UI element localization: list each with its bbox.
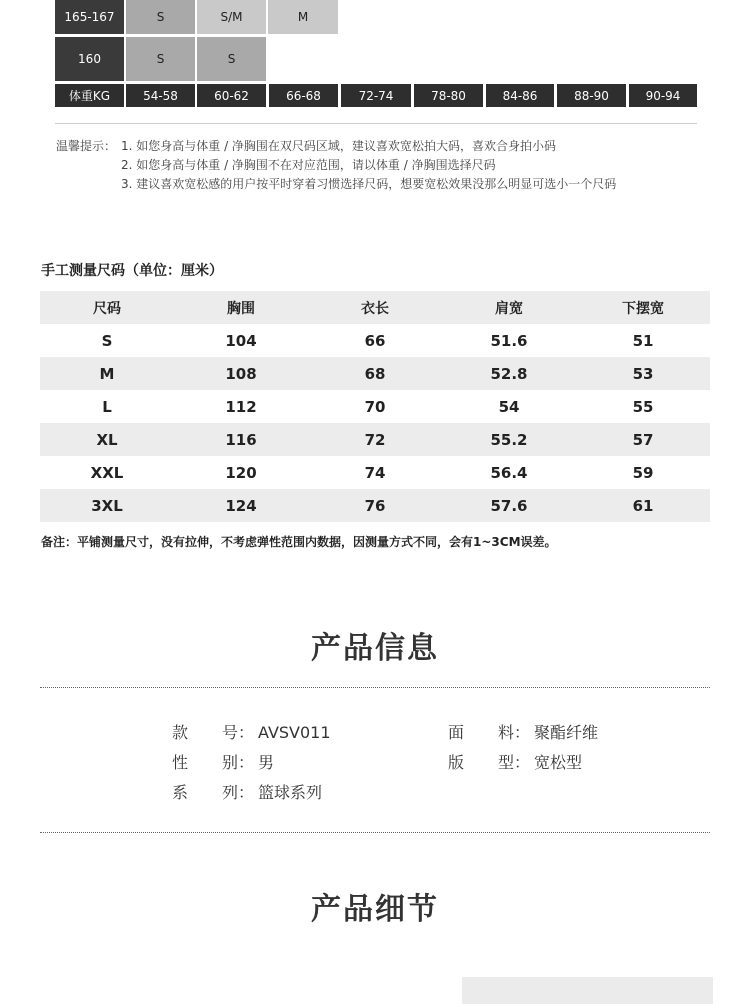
table-cell: 104 bbox=[225, 331, 257, 350]
table-cell: 51 bbox=[632, 331, 654, 350]
weight-range: 72-74 bbox=[341, 84, 411, 107]
info-gender bbox=[172, 750, 274, 773]
table-cell: 55.2 bbox=[490, 430, 528, 449]
info-label: 款 号 bbox=[172, 723, 238, 742]
tips-line-1: 1. 如您身高与体重 / 净胸围在双尺码区域，建议喜欢宽松拍大码，喜欢合身拍小码 bbox=[121, 139, 556, 153]
table-cell: 59 bbox=[632, 463, 654, 482]
info-value: AVSV011 bbox=[258, 723, 331, 742]
info-series bbox=[172, 780, 322, 803]
table-cell: 56.4 bbox=[490, 463, 528, 482]
dotted-divider bbox=[40, 687, 710, 688]
measure-note: 备注：平铺测量尺寸，没有拉伸，不考虑弹性范围内数据，因测量方式不同，会有1~3CM误差。 bbox=[41, 535, 557, 549]
info-material bbox=[448, 720, 598, 743]
table-cell: 108 bbox=[225, 364, 257, 383]
table-row bbox=[40, 324, 710, 357]
table-cell: 55 bbox=[632, 397, 654, 416]
measure-title: 手工测量尺码（单位：厘米） bbox=[41, 263, 223, 279]
product-detail-title: 产品细节 bbox=[311, 892, 439, 927]
table-row bbox=[40, 357, 710, 390]
header-size: 尺码 bbox=[93, 300, 121, 317]
table-cell: 66 bbox=[364, 331, 386, 350]
info-value: 男 bbox=[258, 753, 275, 772]
weight-range: 60-62 bbox=[197, 84, 266, 107]
table-cell: 120 bbox=[225, 463, 257, 482]
table-cell: XXL bbox=[90, 463, 124, 482]
weight-range: 78-80 bbox=[414, 84, 483, 107]
table-row bbox=[40, 456, 710, 489]
table-cell: 57.6 bbox=[490, 496, 528, 515]
table-row bbox=[40, 489, 710, 522]
table-cell: 124 bbox=[225, 496, 257, 515]
product-info-title: 产品信息 bbox=[311, 631, 439, 666]
size-grid-cell: S bbox=[126, 0, 195, 34]
table-cell: 3XL bbox=[91, 496, 123, 515]
tips-line-3: 3. 建议喜欢宽松感的用户按平时穿着习惯选择尺码，想要宽松效果没那么明显可选小一个尺码 bbox=[121, 177, 617, 191]
weight-range: 90-94 bbox=[629, 84, 697, 107]
size-grid-cell: S/M bbox=[197, 0, 266, 34]
weight-range: 66-68 bbox=[269, 84, 338, 107]
table-cell: 76 bbox=[364, 496, 386, 515]
measure-table bbox=[40, 291, 710, 522]
weight-range: 88-90 bbox=[557, 84, 626, 107]
info-label: 性 别 bbox=[172, 753, 238, 772]
info-colon: ： bbox=[238, 783, 255, 802]
table-cell: 52.8 bbox=[490, 364, 528, 383]
header-shoulder: 肩宽 bbox=[495, 300, 523, 317]
size-grid-height-160: 160 bbox=[55, 37, 124, 81]
table-cell: 57 bbox=[632, 430, 654, 449]
tips-line-2: 2. 如您身高与体重 / 净胸围不在对应范围，请以体重 / 净胸围选择尺码 bbox=[121, 158, 496, 172]
weight-range: 84-86 bbox=[486, 84, 554, 107]
table-cell: M bbox=[99, 364, 115, 383]
info-label: 面 料 bbox=[448, 723, 514, 742]
size-grid-cell: S bbox=[197, 37, 266, 81]
table-cell: 54 bbox=[498, 397, 520, 416]
table-cell: 72 bbox=[364, 430, 386, 449]
header-chest: 胸围 bbox=[227, 300, 255, 317]
size-grid-cell: M bbox=[268, 0, 338, 34]
table-cell: XL bbox=[96, 430, 118, 449]
table-cell: 112 bbox=[225, 397, 257, 416]
table-cell: 68 bbox=[364, 364, 386, 383]
divider bbox=[55, 123, 697, 124]
table-cell: L bbox=[102, 397, 112, 416]
info-value: 宽松型 bbox=[534, 753, 583, 772]
info-label: 版 型 bbox=[448, 753, 514, 772]
table-cell: 116 bbox=[225, 430, 257, 449]
table-cell: 61 bbox=[632, 496, 654, 515]
header-length: 衣长 bbox=[361, 300, 389, 317]
info-colon: ： bbox=[238, 723, 255, 742]
table-cell: 53 bbox=[632, 364, 654, 383]
info-value: 篮球系列 bbox=[258, 783, 323, 802]
info-colon: ： bbox=[238, 753, 255, 772]
table-cell: 70 bbox=[364, 397, 386, 416]
table-header-row bbox=[40, 291, 710, 324]
size-grid-height-165-167: 165-167 bbox=[55, 0, 124, 34]
info-fit bbox=[448, 750, 582, 773]
header-hem: 下摆宽 bbox=[622, 300, 664, 317]
table-cell: S bbox=[101, 331, 113, 350]
table-cell: 74 bbox=[364, 463, 386, 482]
table-cell: 51.6 bbox=[490, 331, 528, 350]
info-style-no bbox=[172, 720, 331, 743]
tips-label: 温馨提示： bbox=[56, 139, 117, 153]
info-colon: ： bbox=[514, 753, 531, 772]
table-row bbox=[40, 423, 710, 456]
weight-row-label: 体重KG bbox=[55, 84, 124, 107]
dotted-divider bbox=[40, 832, 710, 833]
table-row bbox=[40, 390, 710, 423]
info-colon: ： bbox=[514, 723, 531, 742]
info-value: 聚酯纤维 bbox=[534, 723, 599, 742]
info-label: 系 列 bbox=[172, 783, 238, 802]
size-grid-cell: S bbox=[126, 37, 195, 81]
detail-image bbox=[462, 977, 713, 1004]
weight-range: 54-58 bbox=[126, 84, 195, 107]
